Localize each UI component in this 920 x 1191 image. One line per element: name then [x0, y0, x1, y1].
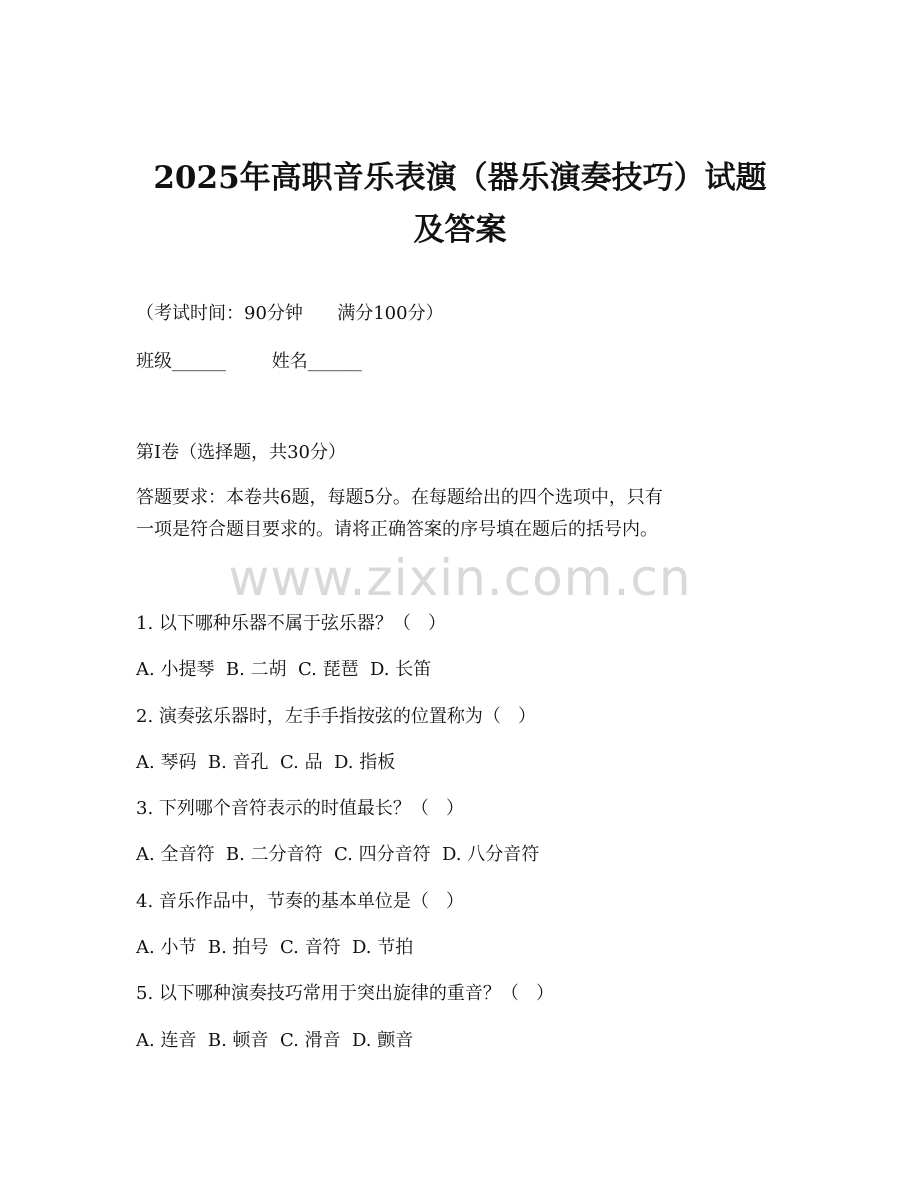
- question-3-options: A. 全音符 B. 二分音符 C. 四分音符 D. 八分音符: [136, 844, 540, 865]
- instruction-line-2: 一项是符合题目要求的。请将正确答案的序号填在题后的括号内。: [136, 519, 658, 540]
- question-5-options: A. 连音 B. 顿音 C. 滑音 D. 颤音: [136, 1030, 414, 1051]
- document-title: [0, 152, 920, 256]
- question-5: 5. 以下哪种演奏技巧常用于突出旋律的重音？（ ）: [136, 983, 555, 1004]
- question-2: 2. 演奏弦乐器时，左手手指按弦的位置称为（ ）: [136, 706, 537, 727]
- question-1: 1. 以下哪种乐器不属于弦乐器？（ ）: [136, 613, 447, 634]
- instruction-line-1: 答题要求：本卷共6题，每题5分。在每题给出的四个选项中，只有: [136, 487, 663, 508]
- student-fields: 班级______ 姓名______: [136, 351, 362, 372]
- section-instructions: [136, 482, 786, 546]
- question-3: 3. 下列哪个音符表示的时值最长？（ ）: [136, 798, 465, 819]
- title-line-1: 2025年高职音乐表演（器乐演奏技巧）试题: [153, 160, 767, 196]
- watermark: www.zixin.com.cn: [228, 549, 692, 607]
- question-2-options: A. 琴码 B. 音孔 C. 品 D. 指板: [136, 752, 396, 773]
- section-heading: 第I卷（选择题，共30分）: [136, 442, 347, 463]
- title-line-2: 及答案: [413, 212, 507, 248]
- question-4-options: A. 小节 B. 拍号 C. 音符 D. 节拍: [136, 937, 414, 958]
- exam-info: （考试时间：90分钟 满分100分）: [136, 303, 444, 324]
- question-4: 4. 音乐作品中，节奏的基本单位是（ ）: [136, 891, 465, 912]
- question-1-options: A. 小提琴 B. 二胡 C. 琵琶 D. 长笛: [136, 659, 432, 680]
